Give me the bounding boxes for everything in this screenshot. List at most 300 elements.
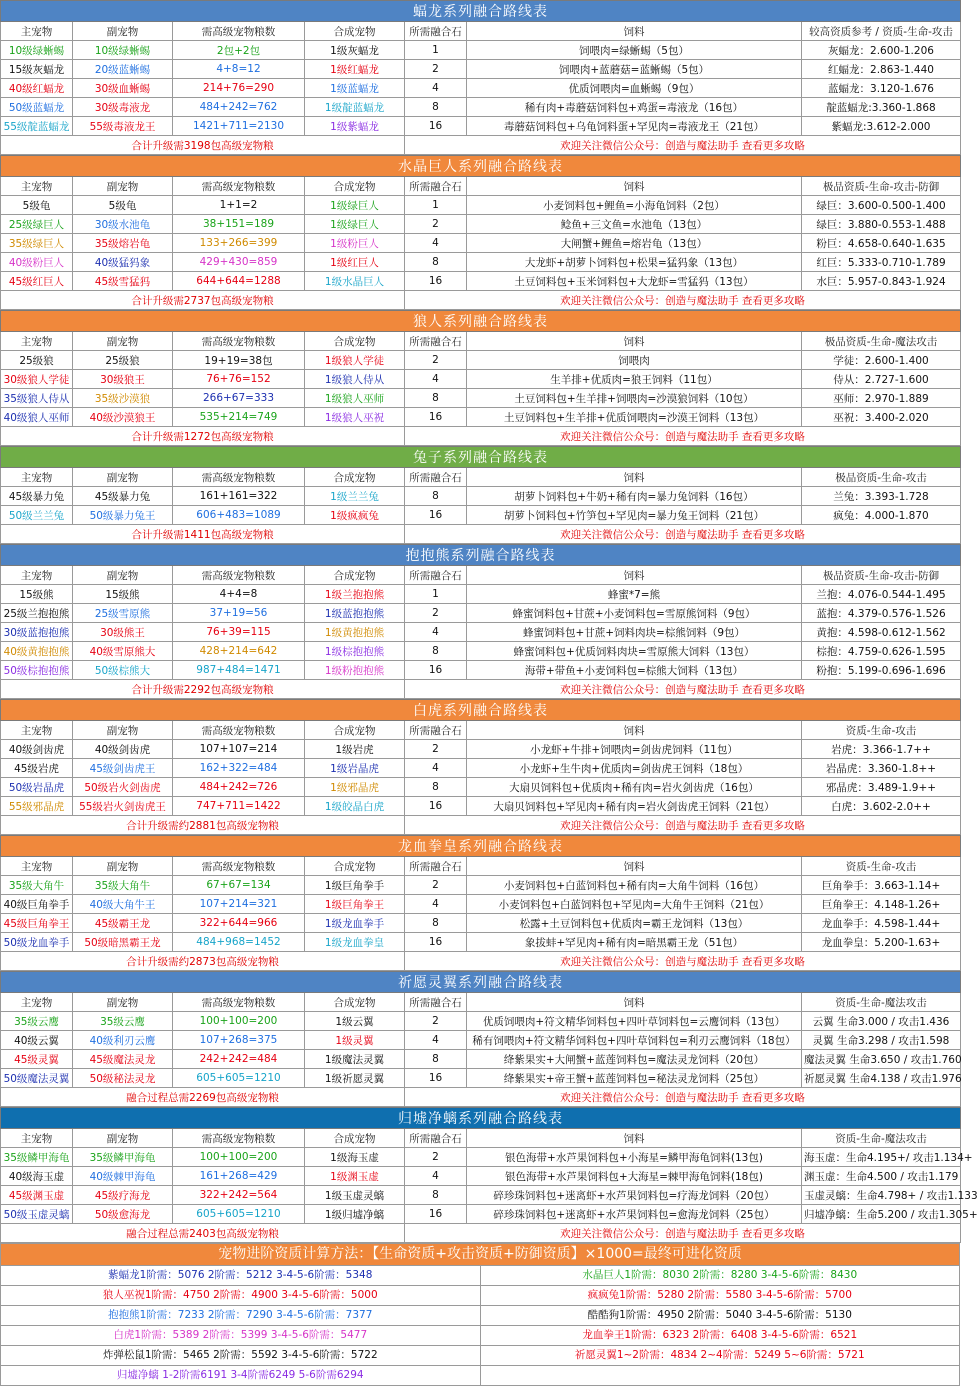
column-header: 资质-生命-魔法攻击 [802, 993, 961, 1012]
column-header: 所需融合石 [405, 857, 467, 876]
table-row [1, 272, 961, 291]
table-cell: 45级疗海龙 [73, 1186, 173, 1205]
table-cell: 银色海带+水芦果饲料包+小海星=鳞甲海龟饲料(13包) [467, 1148, 802, 1167]
table-cell: 25级绿巨人 [1, 215, 73, 234]
table-cell: 8 [405, 642, 467, 661]
table-cell: 1级祈愿灵翼 [305, 1069, 405, 1088]
table-cell: 35级大角牛 [73, 876, 173, 895]
fusion-table [0, 0, 961, 155]
footer-promo: 欢迎关注微信公众号：创造与魔法助手 查看更多攻略 [405, 1224, 961, 1243]
table-cell: 16 [405, 1205, 467, 1224]
table-row [1, 1069, 961, 1088]
table-cell: 50级蓝蝠龙 [1, 98, 73, 117]
table-row [1, 759, 961, 778]
table-row [1, 623, 961, 642]
table-cell: 象拔蚌+罕见肉+稀有肉=暗黑霸王龙（51包） [467, 933, 802, 952]
table-cell: 45级灵翼 [1, 1050, 73, 1069]
table-cell: 45级岩虎 [1, 759, 73, 778]
table-cell: 巫师：2.970-1.889 [802, 389, 961, 408]
table-cell: 学徒：2.600-1.400 [802, 351, 961, 370]
table-cell: 10级绿蜥蜴 [1, 41, 73, 60]
table-cell: 侍从：2.727-1.600 [802, 370, 961, 389]
table-cell: 1级巨角拳王 [305, 895, 405, 914]
table-cell: 76+39=115 [173, 623, 305, 642]
table-cell: 云翼 生命3.000 / 攻击1.436 [802, 1012, 961, 1031]
column-header: 需高级宠物粮数 [173, 332, 305, 351]
table-cell: 蓝抱：4.379-0.576-1.526 [802, 604, 961, 623]
table-cell: 1级狼人巫祝 [305, 408, 405, 427]
table-title: 白虎系列融合路线表 [1, 700, 961, 721]
table-cell: 40级沙漠狼王 [73, 408, 173, 427]
calc-cell: 白虎1阶需：5389 2阶需：5399 3-4-5-6阶需：5477 [113, 1329, 368, 1341]
table-cell: 40级巨角拳手 [1, 895, 73, 914]
table-row [1, 215, 961, 234]
column-header: 主宠物 [1, 857, 73, 876]
table-cell: 25级雪原熊 [73, 604, 173, 623]
column-header: 主宠物 [1, 566, 73, 585]
table-cell: 40级粉巨人 [1, 253, 73, 272]
table-cell: 214+76=290 [173, 79, 305, 98]
column-header: 所需融合石 [405, 468, 467, 487]
table-cell: 1 [405, 41, 467, 60]
column-header: 主宠物 [1, 993, 73, 1012]
table-row [1, 487, 961, 506]
column-header: 合成宠物 [305, 468, 405, 487]
table-cell: 30级毒液龙 [73, 98, 173, 117]
table-cell: 银色海带+水芦果饲料包+大海星=棘甲海龟饲料(18包) [467, 1167, 802, 1186]
column-header: 主宠物 [1, 22, 73, 41]
table-cell: 50级兰兰兔 [1, 506, 73, 525]
table-cell: 535+214=749 [173, 408, 305, 427]
table-row [1, 408, 961, 427]
table-cell: 龙血拳手：4.598-1.44+ [802, 914, 961, 933]
table-cell: 35级大角牛 [1, 876, 73, 895]
table-cell: 4+4=8 [173, 585, 305, 604]
column-header: 所需融合石 [405, 566, 467, 585]
column-header: 所需融合石 [405, 1129, 467, 1148]
table-cell: 1级红蝠龙 [305, 60, 405, 79]
table-cell: 45级暴力兔 [73, 487, 173, 506]
table-cell: 40级剑齿虎 [73, 740, 173, 759]
table-cell: 大扇贝饲料包+罕见肉+稀有肉=岩火剑齿虎王饲料（21包） [467, 797, 802, 816]
table-cell: 毒蘑菇饲料包+乌龟饲料蛋+罕见肉=毒液龙王（21包） [467, 117, 802, 136]
table-cell: 1级粉巨人 [305, 234, 405, 253]
table-row [1, 234, 961, 253]
table-cell: 162+322=484 [173, 759, 305, 778]
table-cell: 1级靛蓝蝠龙 [305, 98, 405, 117]
fusion-table [0, 446, 961, 544]
table-cell: 4 [405, 1167, 467, 1186]
table-cell: 1级归墟净螭 [305, 1205, 405, 1224]
table-cell: 15级熊 [1, 585, 73, 604]
column-header: 主宠物 [1, 468, 73, 487]
table-cell: 35级熔岩龟 [73, 234, 173, 253]
table-cell: 40级云翼 [1, 1031, 73, 1050]
table-cell: 45级魔法灵龙 [73, 1050, 173, 1069]
column-header: 副宠物 [73, 332, 173, 351]
table-cell: 8 [405, 1186, 467, 1205]
table-cell: 1级兰兰兔 [305, 487, 405, 506]
table-cell: 484+242=762 [173, 98, 305, 117]
table-cell: 67+67=134 [173, 876, 305, 895]
table-row [1, 604, 961, 623]
table-cell: 15级熊 [73, 585, 173, 604]
table-header [1, 721, 961, 740]
table-cell: 644+644=1288 [173, 272, 305, 291]
table-row [1, 1167, 961, 1186]
table-cell: 1级魔法灵翼 [305, 1050, 405, 1069]
fusion-table [0, 310, 961, 446]
table-row [1, 585, 961, 604]
table-cell: 岩虎：3.366-1.7++ [802, 740, 961, 759]
calc-cell: 龙血拳王1阶需：6323 2阶需：6408 3-4-5-6阶需：6521 [480, 1326, 960, 1345]
table-cell: 8 [405, 778, 467, 797]
table-cell: 45级雪猛犸 [73, 272, 173, 291]
table-cell: 绛紫果实+大闸蟹+蓝莲饲料包=魔法灵龙饲料（20包） [467, 1050, 802, 1069]
table-cell: 蜂蜜饲料包+甘蔗+小麦饲料包=雪原熊饲料（9包） [467, 604, 802, 623]
table-row [1, 1031, 961, 1050]
footer-promo: 欢迎关注微信公众号：创造与魔法助手 查看更多攻略 [405, 680, 961, 699]
table-cell: 小龙虾+牛排+饲喂肉=剑齿虎饲料（11包） [467, 740, 802, 759]
table-cell: 兰抱：4.076-0.544-1.495 [802, 585, 961, 604]
table-row [1, 895, 961, 914]
table-cell: 1级蓝蝠龙 [305, 79, 405, 98]
column-header: 资质-生命-攻击 [802, 857, 961, 876]
table-cell: 100+100=200 [173, 1148, 305, 1167]
table-cell: 蓝蝠龙：3.120-1.676 [802, 79, 961, 98]
table-cell: 稀有肉+毒蘑菇饲料包+鸡蛋=毒液龙（16包） [467, 98, 802, 117]
table-cell: 粉巨：4.658-0.640-1.635 [802, 234, 961, 253]
table-cell: 1级黄抱抱熊 [305, 623, 405, 642]
table-title: 狼人系列融合路线表 [1, 311, 961, 332]
table-cell: 30级蓝抱抱熊 [1, 623, 73, 642]
table-cell: 1级狼人巫师 [305, 389, 405, 408]
table-row [1, 506, 961, 525]
column-header: 饲料 [467, 332, 802, 351]
column-header: 副宠物 [73, 22, 173, 41]
table-cell: 100+100=200 [173, 1012, 305, 1031]
table-cell: 松露+土豆饲料包+优质肉=霸王龙饲料（13包） [467, 914, 802, 933]
table-cell: 50级暗黑霸王龙 [73, 933, 173, 952]
table-cell: 605+605=1210 [173, 1205, 305, 1224]
column-header: 主宠物 [1, 332, 73, 351]
table-cell: 30级狼人学徒 [1, 370, 73, 389]
table-cell: 40级大角牛王 [73, 895, 173, 914]
table-cell: 黄抱：4.598-0.612-1.562 [802, 623, 961, 642]
table-cell: 1级龙血拳手 [305, 914, 405, 933]
table-cell: 40级海玉虚 [1, 1167, 73, 1186]
table-cell: 45级红巨人 [1, 272, 73, 291]
calc-cell: 抱抱熊1阶需：7233 2阶需：7290 3-4-5-6阶需：7377 [108, 1309, 373, 1321]
table-row [1, 41, 961, 60]
footer-promo: 欢迎关注微信公众号：创造与魔法助手 查看更多攻略 [405, 291, 961, 310]
table-cell: 50级暴力兔王 [73, 506, 173, 525]
table-row [1, 389, 961, 408]
table-cell: 巫祝：3.400-2.020 [802, 408, 961, 427]
calc-cell: 祈愿灵翼1~2阶需：4834 2~4阶需：5249 5~6阶需：5721 [480, 1346, 960, 1365]
table-cell: 37+19=56 [173, 604, 305, 623]
column-header: 所需融合石 [405, 177, 467, 196]
table-row [1, 1186, 961, 1205]
table-cell: 10级绿蜥蜴 [73, 41, 173, 60]
table-cell: 45级巨角拳王 [1, 914, 73, 933]
table-row [1, 351, 961, 370]
table-cell: 土豆饲料包+生羊排+饲喂肉=沙漠狼饲料（10包） [467, 389, 802, 408]
footer-total: 合计升级需2737包高级宠物粮 [1, 291, 405, 310]
column-header: 合成宠物 [305, 993, 405, 1012]
calc-rows [0, 1266, 960, 1386]
table-cell: 小龙虾+生牛肉+优质肉=剑齿虎王饲料（18包） [467, 759, 802, 778]
column-header: 需高级宠物粮数 [173, 721, 305, 740]
table-cell: 8 [405, 98, 467, 117]
table-cell: 粉抱：5.199-0.696-1.696 [802, 661, 961, 680]
table-cell: 绛紫果实+帝王蟹+蓝莲饲料包=秘法灵龙饲料（25包） [467, 1069, 802, 1088]
table-header [1, 177, 961, 196]
table-cell: 35级狼人侍从 [1, 389, 73, 408]
column-header: 主宠物 [1, 177, 73, 196]
table-title: 祈愿灵翼系列融合路线表 [1, 972, 961, 993]
table-cell: 2 [405, 604, 467, 623]
table-cell: 16 [405, 1069, 467, 1088]
table-cell: 45级霸王龙 [73, 914, 173, 933]
calc-row [0, 1326, 960, 1346]
column-header: 饲料 [467, 566, 802, 585]
table-cell: 50级岩晶虎 [1, 778, 73, 797]
table-header [1, 993, 961, 1012]
table-cell: 2包+2包 [173, 41, 305, 60]
table-cell: 1级邪晶虎 [305, 778, 405, 797]
table-cell: 4 [405, 623, 467, 642]
table-cell: 50级玉虚灵螭 [1, 1205, 73, 1224]
table-row [1, 1050, 961, 1069]
footer-total: 合计升级需3198包高级宠物粮 [1, 136, 405, 155]
fusion-table [0, 155, 961, 310]
calc-cell: 水晶巨人1阶需：8030 2阶需：8280 3-4-5-6阶需：8430 [480, 1266, 960, 1285]
column-header: 所需融合石 [405, 332, 467, 351]
table-cell: 1级红巨人 [305, 253, 405, 272]
table-row [1, 876, 961, 895]
column-header: 合成宠物 [305, 721, 405, 740]
table-title: 蝠龙系列融合路线表 [1, 1, 961, 22]
table-title: 水晶巨人系列融合路线表 [1, 156, 961, 177]
table-cell: 归墟净螭：生命5.200 / 攻击1.305+ [802, 1205, 961, 1224]
table-cell: 龙血拳皇：5.200-1.63+ [802, 933, 961, 952]
table-row [1, 1012, 961, 1031]
table-row [1, 117, 961, 136]
calc-cell [480, 1366, 960, 1385]
table-cell: 饲喂肉+蓝蘑菇=蓝蜥蜴（5包） [467, 60, 802, 79]
table-cell: 2 [405, 60, 467, 79]
column-header: 需高级宠物粮数 [173, 468, 305, 487]
table-cell: 1级水晶巨人 [305, 272, 405, 291]
table-cell: 1级海玉虚 [305, 1148, 405, 1167]
table-row [1, 933, 961, 952]
table-cell: 16 [405, 272, 467, 291]
table-cell: 45级渊玉虚 [1, 1186, 73, 1205]
table-cell: 海带+带鱼+小麦饲料包=棕熊大饲料（13包） [467, 661, 802, 680]
table-cell: 16 [405, 797, 467, 816]
table-cell: 海玉虚：生命4.195+/ 攻击1.134+ [802, 1148, 961, 1167]
column-header: 合成宠物 [305, 566, 405, 585]
table-row [1, 661, 961, 680]
table-cell: 8 [405, 487, 467, 506]
table-cell: 鲶鱼+三文鱼=水池龟（13包） [467, 215, 802, 234]
table-cell: 1级玉虚灵螭 [305, 1186, 405, 1205]
table-cell: 40级猛犸象 [73, 253, 173, 272]
table-cell: 土豆饲料包+玉米饲料包+大龙虾=雪猛犸（13包） [467, 272, 802, 291]
column-header: 极品资质-生命-魔法攻击 [802, 332, 961, 351]
column-header: 副宠物 [73, 468, 173, 487]
table-cell: 38+151=189 [173, 215, 305, 234]
table-cell: 巨角拳王：4.148-1.26+ [802, 895, 961, 914]
table-row [1, 196, 961, 215]
table-cell: 15级灰蝠龙 [1, 60, 73, 79]
table-cell: 484+968=1452 [173, 933, 305, 952]
table-cell: 322+644=966 [173, 914, 305, 933]
fusion-table [0, 1107, 978, 1243]
column-header: 所需融合石 [405, 721, 467, 740]
table-cell: 35级云鹰 [1, 1012, 73, 1031]
footer-promo: 欢迎关注微信公众号：创造与魔法助手 查看更多攻略 [405, 136, 961, 155]
table-cell: 161+161=322 [173, 487, 305, 506]
table-cell: 266+67=333 [173, 389, 305, 408]
table-cell: 1级巨角拳手 [305, 876, 405, 895]
column-header: 副宠物 [73, 566, 173, 585]
column-header: 主宠物 [1, 1129, 73, 1148]
table-cell: 大闸蟹+鲤鱼=熔岩龟（13包） [467, 234, 802, 253]
table-cell: 16 [405, 661, 467, 680]
footer-total: 合计升级需约2881包高级宠物粮 [1, 816, 405, 835]
column-header: 合成宠物 [305, 857, 405, 876]
table-cell: 4+8=12 [173, 60, 305, 79]
table-cell: 1级狼人侍从 [305, 370, 405, 389]
table-cell: 107+214=321 [173, 895, 305, 914]
table-cell: 55级毒液龙王 [73, 117, 173, 136]
table-cell: 35级鳞甲海龟 [73, 1148, 173, 1167]
column-header: 需高级宠物粮数 [173, 1129, 305, 1148]
table-cell: 白虎：3.602-2.0++ [802, 797, 961, 816]
table-cell: 1级绿巨人 [305, 215, 405, 234]
table-cell: 40级红蝠龙 [1, 79, 73, 98]
column-header: 合成宠物 [305, 1129, 405, 1148]
table-cell: 25级狼 [1, 351, 73, 370]
table-cell: 4 [405, 895, 467, 914]
footer-promo: 欢迎关注微信公众号：创造与魔法助手 查看更多攻略 [405, 816, 961, 835]
table-cell: 16 [405, 117, 467, 136]
table-cell: 322+242=564 [173, 1186, 305, 1205]
table-cell: 8 [405, 389, 467, 408]
column-header: 极品资质-生命-攻击-防御 [802, 566, 961, 585]
table-cell: 40级雪原熊大 [73, 642, 173, 661]
column-header: 极品资质-生命-攻击-防御 [802, 177, 961, 196]
fusion-table [0, 544, 961, 699]
footer-total: 合计升级需1272包高级宠物粮 [1, 427, 405, 446]
table-cell: 1 [405, 585, 467, 604]
calc-title: 宠物进阶资质计算方法：【生命资质+攻击资质+防御资质】×1000=最终可进化资质 [0, 1243, 960, 1266]
table-cell: 大扇贝饲料包+优质肉+稀有肉=岩火剑齿虎（16包） [467, 778, 802, 797]
table-cell: 水巨：5.957-0.843-1.924 [802, 272, 961, 291]
table-cell: 20级蓝蜥蜴 [73, 60, 173, 79]
table-cell: 107+268=375 [173, 1031, 305, 1050]
table-row [1, 1148, 961, 1167]
table-cell: 土豆饲料包+生羊排+优质饲喂肉=沙漠王饲料（13包） [467, 408, 802, 427]
fusion-table [0, 699, 961, 835]
table-cell: 胡萝卜饲料包+牛奶+稀有肉=暴力兔饲料（16包） [467, 487, 802, 506]
footer-promo: 欢迎关注微信公众号：创造与魔法助手 查看更多攻略 [405, 1088, 961, 1107]
table-cell: 蜂蜜*7=熊 [467, 585, 802, 604]
table-cell: 1 [405, 196, 467, 215]
table-cell: 50级棕抱抱熊 [1, 661, 73, 680]
table-cell: 50级龙血拳手 [1, 933, 73, 952]
column-header: 合成宠物 [305, 22, 405, 41]
table-cell: 161+268=429 [173, 1167, 305, 1186]
table-cell: 133+266=399 [173, 234, 305, 253]
table-cell: 饲喂肉=绿蜥蜴（5包） [467, 41, 802, 60]
table-row [1, 914, 961, 933]
footer-total: 合计升级需约2873包高级宠物粮 [1, 952, 405, 971]
column-header: 饲料 [467, 468, 802, 487]
table-cell: 16 [405, 506, 467, 525]
footer-promo: 欢迎关注微信公众号：创造与魔法助手 查看更多攻略 [405, 427, 961, 446]
column-header: 极品资质-生命-攻击 [802, 468, 961, 487]
table-cell: 30级熊王 [73, 623, 173, 642]
column-header: 需高级宠物粮数 [173, 22, 305, 41]
fusion-table [0, 835, 961, 971]
calc-cell: 炸弹松鼠1阶需：5465 2阶需：5592 3-4-5-6阶需：5722 [102, 1349, 378, 1361]
column-header: 饲料 [467, 177, 802, 196]
table-cell: 8 [405, 1050, 467, 1069]
table-cell: 优质饲喂肉=血蜥蜴（9包） [467, 79, 802, 98]
table-cell: 靛蓝蝠龙:3.360-1.868 [802, 98, 961, 117]
table-cell: 4 [405, 759, 467, 778]
column-header: 需高级宠物粮数 [173, 993, 305, 1012]
table-cell: 兰兔：3.393-1.728 [802, 487, 961, 506]
table-cell: 428+214=642 [173, 642, 305, 661]
table-cell: 4 [405, 370, 467, 389]
table-cell: 1级岩晶虎 [305, 759, 405, 778]
calc-cell: 紫蝠龙1阶需：5076 2阶需：5212 3-4-5-6阶需：5348 [108, 1269, 373, 1281]
table-cell: 50级秘法灵龙 [73, 1069, 173, 1088]
table-cell: 疯兔：4.000-1.870 [802, 506, 961, 525]
table-cell: 5级龟 [73, 196, 173, 215]
table-cell: 绿巨：3.600-0.500-1.400 [802, 196, 961, 215]
table-cell: 1级岩虎 [305, 740, 405, 759]
column-header: 饲料 [467, 721, 802, 740]
calc-cell: 归墟净螭 1-2阶需6191 3-4阶需6249 5-6阶需6294 [116, 1369, 364, 1381]
table-cell: 蜂蜜饲料包+甘蔗+饲料肉块=棕熊饲料（9包） [467, 623, 802, 642]
column-header: 主宠物 [1, 721, 73, 740]
column-header: 饲料 [467, 993, 802, 1012]
table-row [1, 1205, 961, 1224]
table-cell: 606+483=1089 [173, 506, 305, 525]
table-cell: 35级云鹰 [73, 1012, 173, 1031]
table-cell: 40级黄抱抱熊 [1, 642, 73, 661]
table-cell: 邪晶虎：3.489-1.9++ [802, 778, 961, 797]
table-row [1, 740, 961, 759]
table-cell: 76+76=152 [173, 370, 305, 389]
table-cell: 1级紫蝠龙 [305, 117, 405, 136]
table-cell: 5级龟 [1, 196, 73, 215]
table-cell: 紫蝠龙:3.612-2.000 [802, 117, 961, 136]
table-cell: 1级渊玉虚 [305, 1167, 405, 1186]
column-header: 饲料 [467, 22, 802, 41]
column-header: 合成宠物 [305, 177, 405, 196]
table-cell: 小麦饲料包+鲤鱼=小海龟饲料（2包） [467, 196, 802, 215]
table-cell: 生羊排+优质肉=狼王饲料（11包） [467, 370, 802, 389]
table-cell: 30级水池龟 [73, 215, 173, 234]
table-title: 兔子系列融合路线表 [1, 447, 961, 468]
calc-row [0, 1366, 960, 1386]
